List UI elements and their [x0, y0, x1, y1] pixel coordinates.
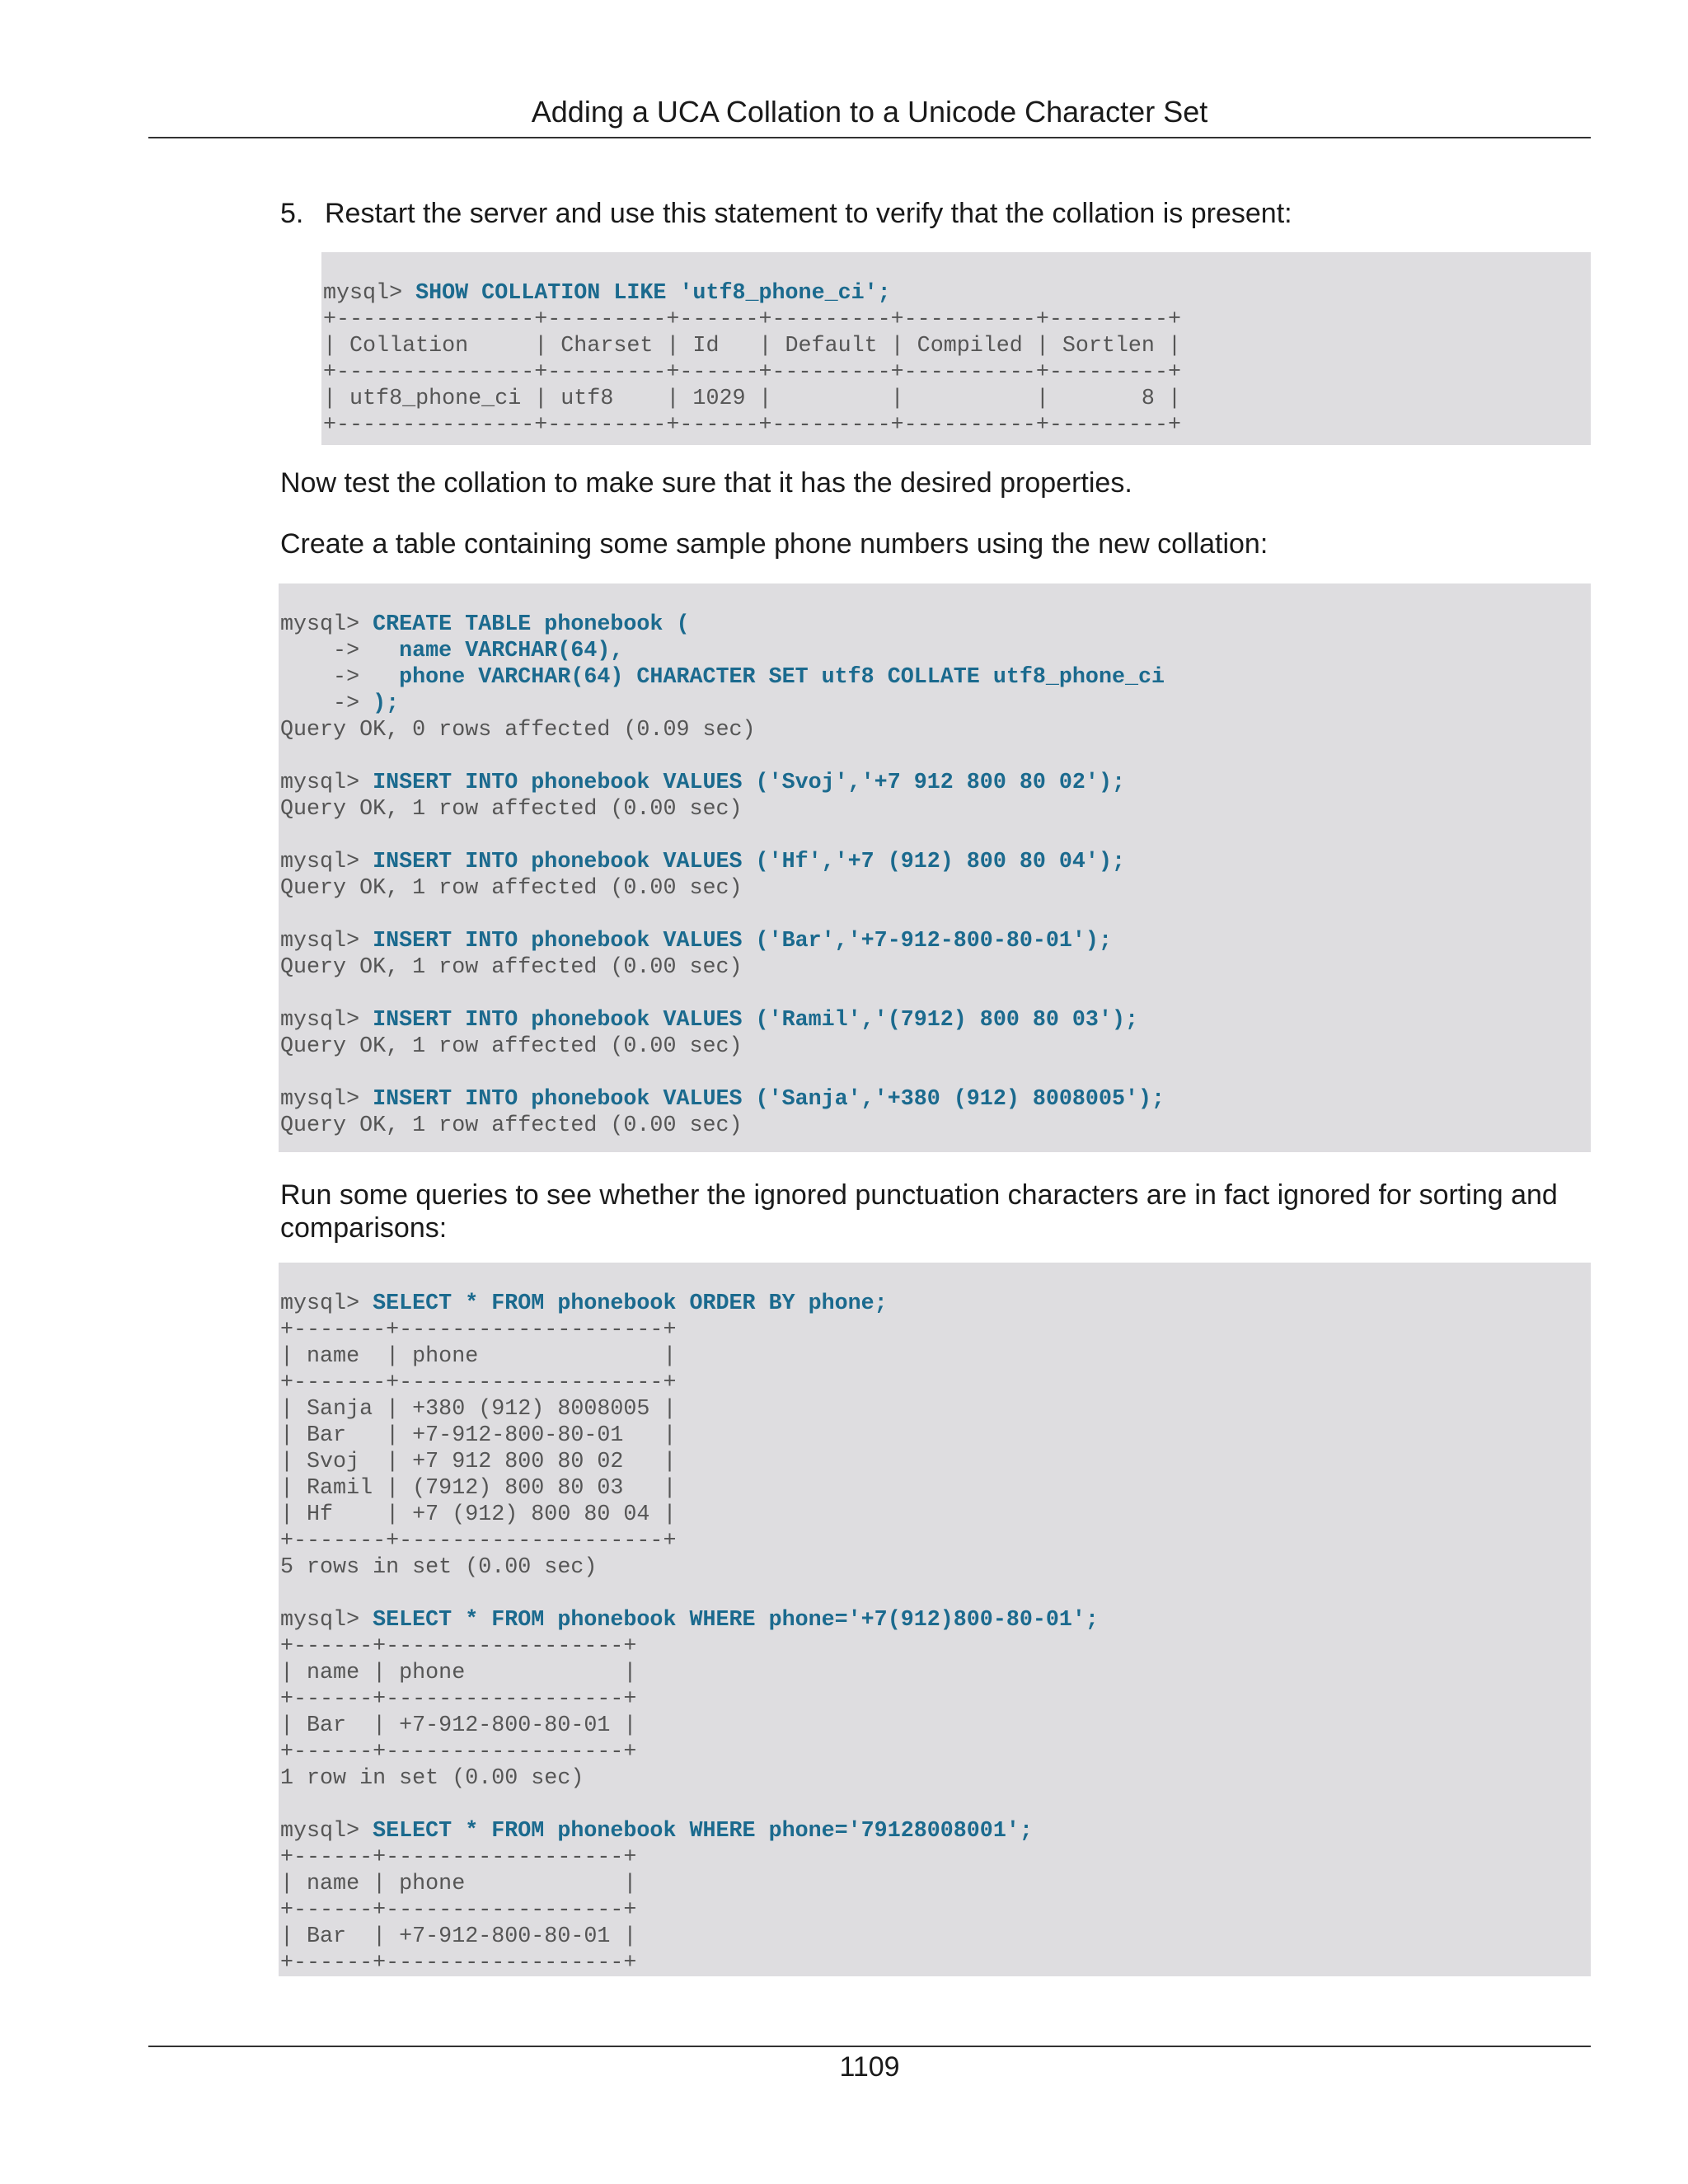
code-command: INSERT INTO phonebook VALUES ('Hf','+7 (912) 800 80 04'); [373, 850, 1125, 874]
code-prompt: -> [280, 691, 373, 716]
page-number: 1109 [839, 2051, 900, 2083]
code-output-line: Query OK, 0 rows affected (0.09 sec) [280, 718, 756, 743]
code-prompt: mysql> [280, 1608, 373, 1633]
code-output-line: Query OK, 1 row affected (0.00 sec) [280, 955, 743, 980]
step-text: Restart the server and use this statement to verify that the collation is present: [325, 198, 1292, 229]
code-output-line: | Ramil | (7912) 800 80 03 | [280, 1476, 677, 1501]
code-prompt: mysql> [323, 281, 416, 306]
paragraph-create-table: Create a table containing some sample phone numbers using the new collation: [280, 528, 1268, 560]
code-output-line: | utf8_phone_ci | utf8 | 1029 | | | 8 | [323, 387, 1181, 411]
code-output-line: | name | phone | [280, 1344, 677, 1369]
code-output-line: 1 row in set (0.00 sec) [280, 1766, 584, 1791]
code-output-line: +------+------------------+ [280, 1951, 637, 1975]
code-command: INSERT INTO phonebook VALUES ('Bar','+7-912-800-80-01'); [373, 929, 1112, 954]
code-output-line: +------+------------------+ [280, 1740, 637, 1765]
code-command: SELECT * FROM phonebook WHERE phone='+7(912)800-80-01'; [373, 1608, 1099, 1633]
code-command-line [280, 1008, 1138, 1033]
code-prompt: mysql> [280, 1819, 373, 1844]
code-output-line: | Hf | +7 (912) 800 80 04 | [280, 1502, 677, 1527]
paragraph-run-queries: Run some queries to see whether the ignored punctuation characters are in fact ignored for sorting and comparisons: [280, 1179, 1558, 1244]
code-command: name VARCHAR(64), [399, 639, 624, 663]
code-command-line [280, 929, 1112, 954]
code-command: INSERT INTO phonebook VALUES ('Sanja','+380 (912) 8008005'); [373, 1087, 1165, 1112]
code-command-line [280, 612, 689, 637]
code-command: phone VARCHAR(64) CHARACTER SET utf8 COLLATE utf8_phone_ci [399, 665, 1165, 690]
code-prompt: mysql> [280, 1008, 373, 1033]
code-command-line [280, 665, 1165, 690]
code-prompt: mysql> [280, 929, 373, 954]
code-command: SHOW COLLATION LIKE 'utf8_phone_ci'; [415, 281, 891, 306]
code-prompt: -> [280, 639, 400, 663]
code-output-line: Query OK, 1 row affected (0.00 sec) [280, 876, 743, 901]
page-header-title: Adding a UCA Collation to a Unicode Character Set [531, 95, 1208, 129]
footer-divider [148, 2046, 1591, 2047]
code-command: INSERT INTO phonebook VALUES ('Svoj','+7 912 800 80 02'); [373, 771, 1125, 795]
code-command-line [280, 1087, 1165, 1112]
code-block-create-insert [279, 583, 1591, 1152]
code-command: CREATE TABLE phonebook ( [373, 612, 690, 637]
code-command: SELECT * FROM phonebook WHERE phone='79128008001'; [373, 1819, 1033, 1844]
paragraph-test-collation: Now test the collation to make sure that it has the desired properties. [280, 467, 1132, 499]
code-command-line [280, 639, 623, 663]
code-output-line: +------+------------------+ [280, 1898, 637, 1923]
code-command: SELECT * FROM phonebook ORDER BY phone; [373, 1291, 888, 1316]
code-output-line: Query OK, 1 row affected (0.00 sec) [280, 1113, 743, 1138]
code-output-line: | Bar | +7-912-800-80-01 | [280, 1924, 637, 1949]
code-block-show-collation [321, 252, 1591, 445]
code-output-line: | name | phone | [280, 1661, 637, 1685]
code-output-line: +-------+--------------------+ [280, 1371, 677, 1395]
code-command: INSERT INTO phonebook VALUES ('Ramil','(7912) 800 80 03'); [373, 1008, 1138, 1033]
header-divider [148, 137, 1591, 138]
code-command-line [280, 850, 1125, 874]
code-block-select-queries [279, 1263, 1591, 1976]
code-output-line: +---------------+---------+------+---------+----------+---------+ [323, 307, 1181, 332]
code-command: ); [373, 691, 400, 716]
code-output-line: 5 rows in set (0.00 sec) [280, 1555, 598, 1580]
code-output-line: | Collation | Charset | Id | Default | Compiled | Sortlen | [323, 334, 1181, 359]
code-output-line: Query OK, 1 row affected (0.00 sec) [280, 797, 743, 822]
code-command-line [323, 281, 891, 306]
code-prompt: mysql> [280, 771, 373, 795]
code-command-line [280, 1608, 1099, 1633]
code-command-line [280, 1291, 888, 1316]
code-prompt: -> [280, 665, 400, 690]
code-output-line: Query OK, 1 row affected (0.00 sec) [280, 1034, 743, 1059]
code-prompt: mysql> [280, 1291, 373, 1316]
code-output-line: | Svoj | +7 912 800 80 02 | [280, 1450, 677, 1474]
code-prompt: mysql> [280, 850, 373, 874]
step-5 [280, 194, 1292, 232]
code-output-line: +-------+--------------------+ [280, 1529, 677, 1554]
code-prompt: mysql> [280, 1087, 373, 1112]
code-output-line: | Sanja | +380 (912) 8008005 | [280, 1397, 677, 1422]
code-output-line: | name | phone | [280, 1872, 637, 1896]
code-command-line [280, 1819, 1033, 1844]
code-output-line: +---------------+---------+------+---------+----------+---------+ [323, 413, 1181, 438]
code-output-line: +------+------------------+ [280, 1687, 637, 1712]
code-output-line: | Bar | +7-912-800-80-01 | [280, 1423, 677, 1448]
code-output-line: +------+------------------+ [280, 1845, 637, 1870]
code-command-line [280, 691, 399, 716]
code-output-line: +------+------------------+ [280, 1634, 637, 1659]
code-output-line: +---------------+---------+------+---------+----------+---------+ [323, 360, 1181, 385]
code-prompt: mysql> [280, 612, 373, 637]
code-command-line [280, 771, 1125, 795]
step-number: 5. [280, 198, 304, 229]
code-output-line: | Bar | +7-912-800-80-01 | [280, 1713, 637, 1738]
code-output-line: +-------+--------------------+ [280, 1318, 677, 1343]
